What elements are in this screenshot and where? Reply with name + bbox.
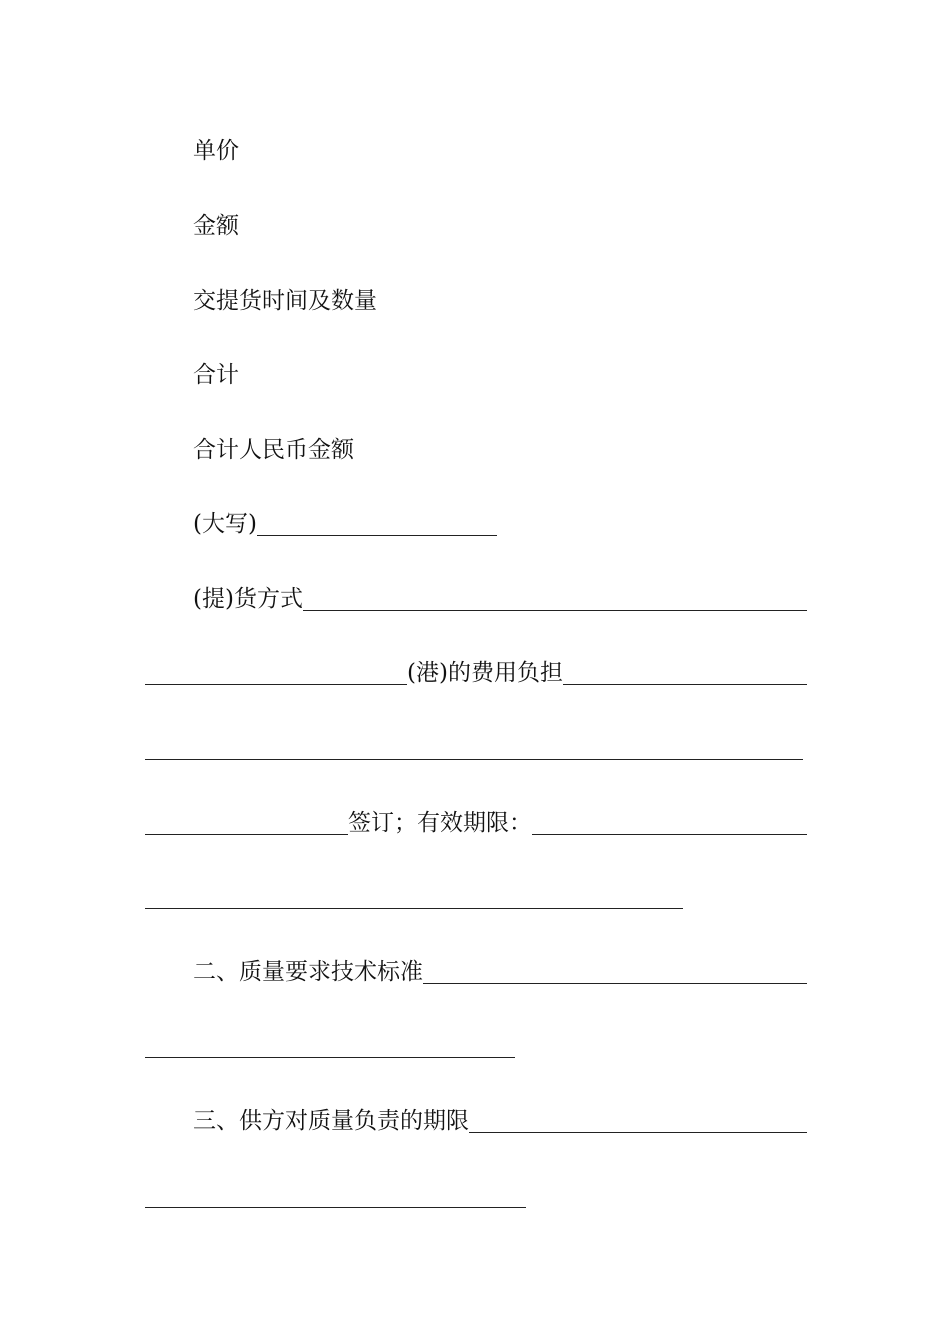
capital-amount-line bbox=[145, 507, 807, 541]
supplier-quality-period-blank[interactable] bbox=[469, 1106, 807, 1133]
total-rmb-label: 合计人民币金额 bbox=[193, 437, 354, 463]
port-cost-line bbox=[145, 656, 807, 690]
full-blank-1[interactable] bbox=[145, 733, 803, 760]
port-cost-blank[interactable] bbox=[563, 658, 807, 685]
signed-place-blank[interactable] bbox=[145, 808, 348, 835]
blank-line-2 bbox=[145, 880, 683, 914]
delivery-method-blank[interactable] bbox=[303, 584, 807, 611]
port-name-blank[interactable] bbox=[145, 658, 407, 685]
port-cost-label: (港)的费用负担 bbox=[407, 660, 563, 686]
unit-price-line bbox=[145, 134, 807, 168]
amount-label: 金额 bbox=[193, 213, 239, 239]
blank-line-3 bbox=[145, 1029, 515, 1063]
quality-standard-blank[interactable] bbox=[423, 957, 807, 984]
blank-line-4 bbox=[145, 1179, 526, 1213]
quality-standard-label: 二、质量要求技术标准 bbox=[193, 959, 423, 985]
delivery-time-qty-line bbox=[145, 284, 807, 318]
delivery-time-qty-label: 交提货时间及数量 bbox=[193, 288, 377, 314]
delivery-method-line bbox=[145, 582, 807, 616]
validity-blank[interactable] bbox=[532, 808, 807, 835]
total-rmb-line bbox=[145, 433, 807, 467]
supplier-quality-period-label: 三、供方对质量负责的期限 bbox=[193, 1108, 469, 1134]
full-blank-4[interactable] bbox=[145, 1181, 526, 1208]
supplier-quality-period-line bbox=[145, 1104, 807, 1138]
quality-standard-line bbox=[145, 955, 807, 989]
unit-price-label: 单价 bbox=[193, 138, 239, 164]
blank-line-1 bbox=[145, 731, 803, 765]
total-label: 合计 bbox=[193, 362, 239, 388]
capital-amount-blank[interactable] bbox=[257, 509, 497, 536]
capital-label: (大写) bbox=[193, 511, 257, 537]
delivery-method-label: (提)货方式 bbox=[193, 586, 303, 612]
signed-validity-label: 签订；有效期限： bbox=[348, 810, 532, 836]
full-blank-2[interactable] bbox=[145, 882, 683, 909]
full-blank-3[interactable] bbox=[145, 1031, 515, 1058]
amount-line bbox=[145, 209, 807, 243]
signed-validity-line bbox=[145, 806, 807, 840]
total-line bbox=[145, 358, 807, 392]
